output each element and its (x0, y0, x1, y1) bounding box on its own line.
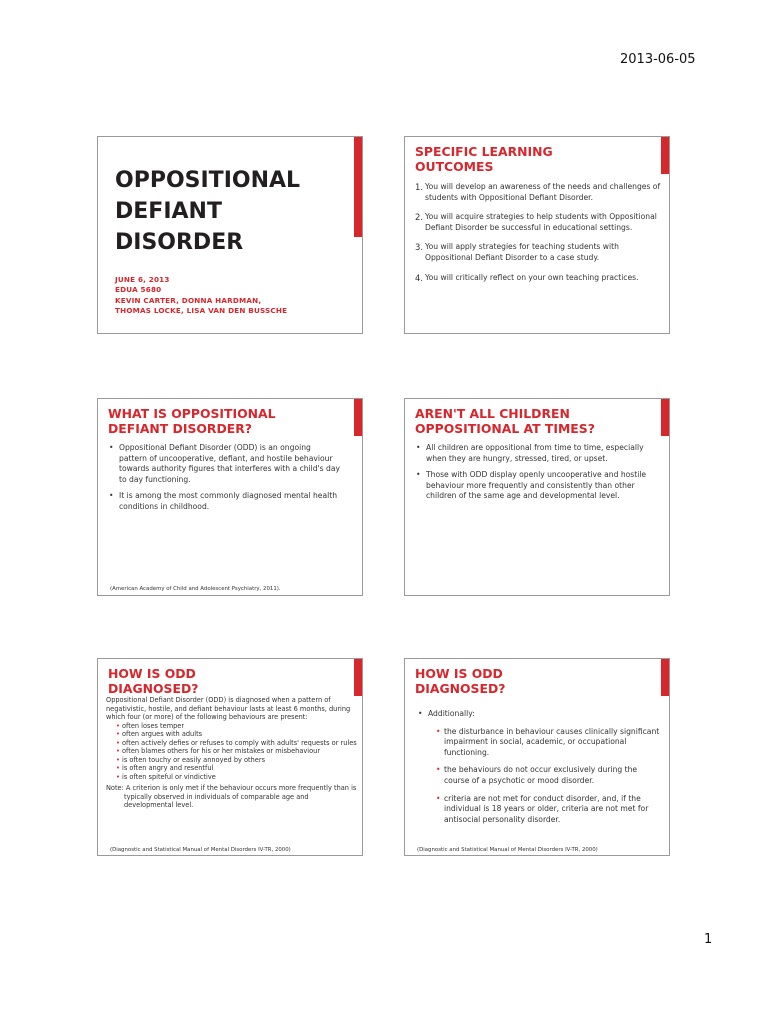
list-item: • often blames others for his or her mistakes or misbehaviour (116, 747, 358, 756)
list-item: 4. You will critically reflect on your own teaching practices. (415, 272, 639, 283)
slide-heading: SPECIFIC LEARNING OUTCOMES (415, 144, 553, 174)
document-date: 2013-06-05 (620, 52, 696, 67)
list-item: • Those with ODD display openly uncooperative and hostile behaviour more frequently and consistently than other children of the same age and developmental level. (415, 470, 665, 502)
accent-bar (354, 399, 362, 436)
title-line: DEFIANT (115, 199, 222, 224)
list-item: • It is among the most commonly diagnosed mental health conditions in childhood. (108, 491, 340, 512)
slide-title (97, 136, 363, 334)
lead-bullet: • Additionally: (417, 709, 662, 720)
accent-bar (661, 659, 669, 696)
citation: (American Academy of Child and Adolescent Psychiatry, 2011). (110, 586, 281, 592)
slide-heading: WHAT IS OPPOSITIONAL DEFIANT DISORDER? (108, 406, 276, 436)
citation: (Diagnostic and Statistical Manual of Mental Disorders IV-TR, 2000) (417, 847, 598, 853)
additional-criteria (417, 709, 662, 832)
list-item: • Oppositional Defiant Disorder (ODD) is an ongoing pattern of uncooperative, defiant, and hostile behaviour towards authority figures that interferes with a child's day to day functioning. (108, 443, 340, 485)
slide-heading: HOW IS ODD DIAGNOSED? (108, 666, 199, 696)
meta-course: EDUA 5680 (115, 285, 162, 295)
bullet-list (415, 443, 665, 508)
list-item: • the behaviours do not occur exclusively during the course of a psychotic or mood disorder. (436, 765, 662, 786)
list-item: • is often touchy or easily annoyed by others (116, 756, 358, 765)
slide-learning-outcomes (404, 136, 670, 334)
list-item: 2. You will acquire strategies to help students with Oppositional Defiant Disorder be successful in educational settings. (415, 212, 657, 232)
title-line: DISORDER (115, 230, 244, 255)
presentation-title (115, 165, 345, 258)
bullet-list (108, 443, 340, 519)
list-item: • is often spiteful or vindictive (116, 773, 358, 782)
list-item: • often loses temper (116, 722, 358, 731)
slide-diagnosis-criteria (97, 658, 363, 856)
list-item: • often argues with adults (116, 730, 358, 739)
sub-list (417, 727, 662, 826)
diagnosis-text (106, 696, 358, 810)
intro-paragraph: Oppositional Defiant Disorder (ODD) is diagnosed when a pattern of negativistic, hostile, and defiant behaviour lasts at least 6 months, during which four (or more) of the following behaviours are present: (106, 696, 351, 721)
note: Note: A criterion is only met if the behaviour occurs more frequently than is typically observed in individuals of comparable age and developmental level. (106, 784, 357, 809)
list-item: • the disturbance in behaviour causes clinically significant impairment in social, academic, or occupational functioning. (436, 727, 662, 759)
slide-heading: AREN'T ALL CHILDREN OPPOSITIONAL AT TIMES? (415, 406, 595, 436)
list-item: • criteria are not met for conduct disorder, and, if the individual is 18 years or older, criteria are not met for antisocial personality disorder. (436, 794, 662, 826)
accent-bar (661, 137, 669, 174)
accent-bar (354, 137, 362, 237)
presentation-meta (115, 275, 287, 317)
slide-what-is-odd (97, 398, 363, 596)
list-item: 3. You will apply strategies for teaching students with Oppositional Defiant Disorder to a case study. (415, 242, 619, 262)
slide-diagnosis-additional (404, 658, 670, 856)
list-item: • is often angry and resentful (116, 764, 358, 773)
list-item: • often actively defies or refuses to comply with adults' requests or rules (116, 739, 358, 748)
list-item: 1. You will develop an awareness of the needs and challenges of students with Oppositional Defiant Disorder. (415, 182, 661, 202)
accent-bar (661, 399, 669, 436)
title-line: OPPOSITIONAL (115, 168, 301, 193)
page-number: 1 (704, 932, 713, 947)
meta-authors: THOMAS LOCKE, LISA VAN DEN BUSSCHE (115, 306, 288, 316)
meta-date: JUNE 6, 2013 (115, 275, 170, 284)
slide-all-children (404, 398, 670, 596)
slide-heading: HOW IS ODD DIAGNOSED? (415, 666, 506, 696)
meta-authors: KEVIN CARTER, DONNA HARDMAN, (115, 295, 262, 305)
citation: (Diagnostic and Statistical Manual of Mental Disorders IV-TR, 2000) (110, 847, 291, 853)
outcomes-list (415, 182, 665, 292)
accent-bar (354, 659, 362, 696)
criteria-list (106, 722, 358, 782)
list-item: • All children are oppositional from time to time, especially when they are hungry, stressed, tired, or upset. (415, 443, 665, 464)
